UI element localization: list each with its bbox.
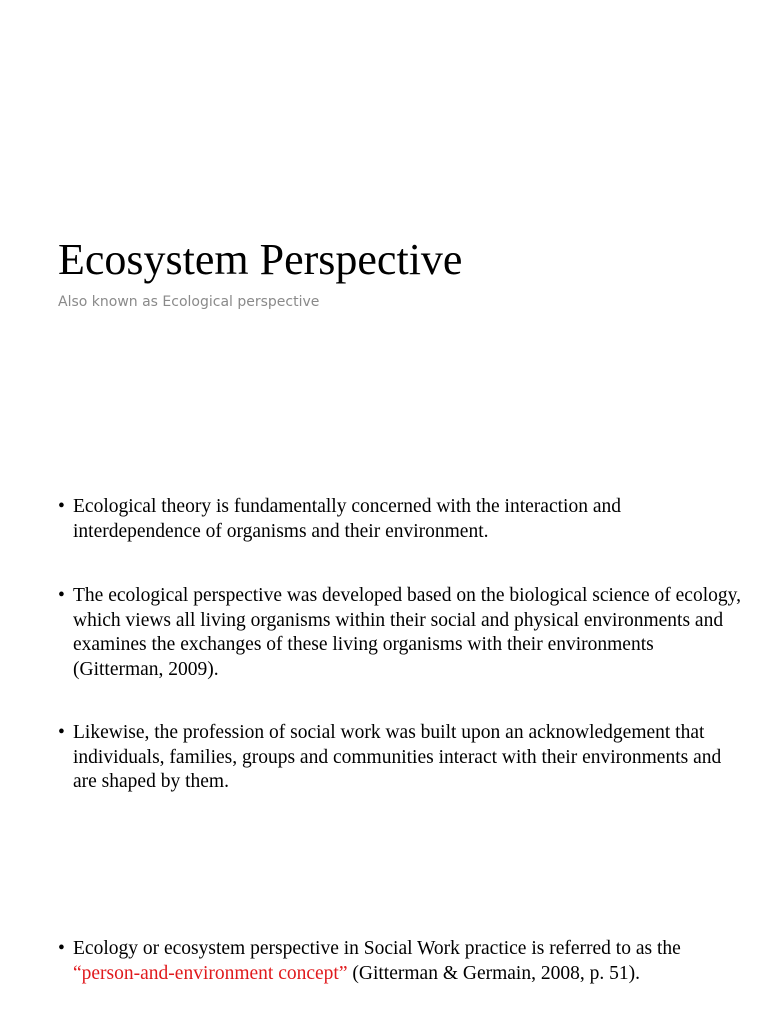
bullet-item [58, 495, 748, 544]
bullet-item [58, 584, 748, 682]
bullet-text-before: Ecology or ecosystem perspective in Social Work practice is referred to as the [73, 938, 681, 959]
bullet-dot-icon: • [58, 496, 65, 517]
bullet-dot-icon: • [58, 938, 65, 959]
bullet-text: Likewise, the profession of social work was built upon an acknowledgement that individuals, families, groups and communities interact with their environments and are shaped by them. [73, 722, 722, 792]
bullet-text: The ecological perspective was developed based on the biological science of ecology, which views all living organisms within their social and physical environments and examines the exchanges of these living organisms with their environments (Gitterman, 2009). [73, 585, 741, 680]
bullet-text: Ecological theory is fundamentally concerned with the interaction and interdependence of organisms and their environment. [73, 496, 621, 542]
bullet-item [58, 937, 748, 986]
bullet-text-after: (Gitterman & Germain, 2008, p. 51). [347, 962, 640, 984]
highlighted-concept: “person-and-environment concept” [73, 962, 348, 984]
bullet-item [58, 721, 748, 795]
bullet-dot-icon: • [58, 585, 65, 606]
slide-title: Ecosystem Perspective [58, 235, 463, 284]
slide-subtitle: Also known as Ecological perspective [58, 294, 320, 310]
bullet-dot-icon: • [58, 722, 65, 743]
